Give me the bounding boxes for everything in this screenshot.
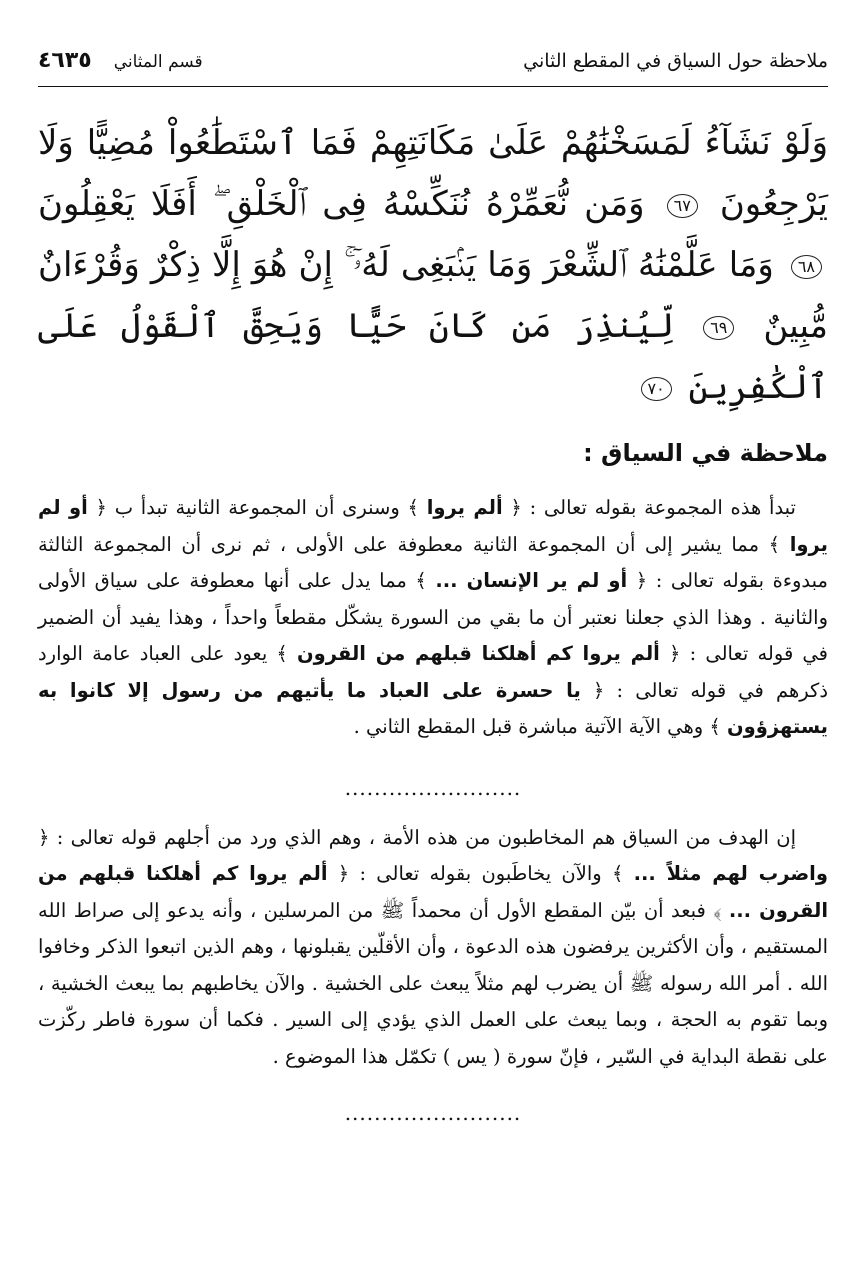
ayah-number: ٦٨: [791, 255, 822, 279]
quote-open-bracket: ﴿: [38, 825, 50, 849]
ayah-number: ٦٧: [667, 194, 698, 218]
book-page: [38, 48, 828, 1125]
quote-open-bracket: ﴿: [635, 569, 648, 592]
ayah-text: وَلَوْ نَشَآءُ لَمَسَخْنَٰهُمْ عَلَىٰ مَكَانَتِهِمْ فَمَا ٱسْتَطَٰعُواْ مُضِيًّا وَلَا يَرْجِعُونَ: [38, 123, 828, 224]
commentary-paragraph-1: [38, 490, 828, 746]
quranic-quote: ألم يروا كم أهلكنا قبلهم من القرون ...: [38, 862, 829, 922]
ayah-number: ٧٠: [641, 377, 672, 401]
quote-close-bracket: ﴾: [713, 898, 722, 922]
ayah-text: لِّيُنذِرَ مَن كَانَ حَيًّا وَيَحِقَّ ٱلْقَوْلُ عَلَى ٱلْكَٰفِرِينَ: [38, 306, 828, 407]
quote-open-bracket: ﴿: [592, 678, 605, 702]
dotted-separator: ........................: [344, 1101, 522, 1125]
body-text: فبعد أن بيّن المقطع الأول أن محمداً ﷺ من المرسلين ، وأنه يدعو إلى صراط الله المستقيم ، وأن الأكثرين يرفضون هذه الدعوة ، وأن الأقلّين يقبلونها ، وهم الذين اتبعوا الذكر وخافوا الله . أمر الله رسوله ﷺ أن يضرب لهم مثلاً يبعث على الخشية . والآن يخاطبهم بما يبعث الخشية ، وبما تقوم به الحجة ، وبما يبعث على العمل الذي يؤدي إلى السير . فكما أن سورة فاطر ركّزت على نقطة البداية في السّير ، فإنّ سورة ( يس ) تكمّل هذا الموضوع .: [38, 898, 828, 1068]
quote-close-bracket: ﴾: [709, 715, 721, 738]
body-text: مما يشير إلى أن المجموعة الثانية معطوفة على الأولى ، ثم نرى أن المجموعة الثالثة مبدوءة بقوله تعالى :: [38, 532, 828, 592]
quranic-quote: أو لم يروا: [38, 496, 828, 556]
section-heading: ملاحظة في السياق :: [583, 439, 828, 467]
quranic-quote: يا حسرة على العباد ما يأتيهم من رسول إلا كانوا به يستهزؤون: [38, 678, 828, 738]
quote-close-bracket: ﴾: [768, 532, 781, 556]
commentary-paragraph-2: [38, 820, 828, 1076]
quote-open-bracket: ﴿: [669, 642, 681, 665]
ayah-text: وَمَا عَلَّمْنَٰهُ ٱلشِّعْرَ وَمَا يَنۢبَغِى لَهُۥٓ ۚ إِنْ هُوَ إِلَّا ذِكْرٌ وَقُرْءَانٌ مُّبِينٌ: [38, 245, 828, 346]
body-text: وسنرى أن المجموعة الثانية تبدأ ب: [114, 496, 400, 519]
quranic-quote: ألم يروا كم أهلكنا قبلهم من القرون: [297, 642, 660, 665]
quranic-quote: ألم يروا: [426, 496, 503, 519]
quote-open-bracket: ﴿: [510, 496, 522, 519]
quran-verses: [38, 113, 828, 418]
page-header: [38, 48, 828, 87]
body-text: يعود على العباد عامة الوارد ذكرهم في قوله تعالى :: [38, 642, 828, 702]
quranic-quote: واضرب لهم مثلاً ...: [633, 862, 828, 885]
body-text: مما يدل على أنها معطوفة على سياق الأولى والثانية . وهذا الذي جعلنا نعتبر أن ما بقي من السورة يشكّل مقطعاً واحداً ، وهذا يفيد أن الضمير في قوله تعالى :: [38, 569, 828, 665]
quranic-quote: أو لم ير الإنسان ...: [435, 569, 628, 592]
quote-open-bracket: ﴿: [95, 496, 107, 519]
quote-close-bracket: ﴾: [276, 642, 288, 665]
quote-close-bracket: ﴾: [415, 569, 427, 592]
quote-close-bracket: ﴾: [407, 496, 419, 519]
ayah-number: ٦٩: [703, 316, 734, 340]
section-name: قسم المثاني: [113, 52, 203, 72]
ayah-text: وَمَن نُّعَمِّرْهُ نُنَكِّسْهُ فِى ٱلْخَلْقِ ۖ أَفَلَا يَعْقِلُونَ: [38, 184, 645, 224]
quote-close-bracket: ﴾: [611, 862, 624, 885]
quote-open-bracket: ﴿: [337, 862, 350, 885]
body-text: إن الهدف من السياق هم المخاطبون من هذه الأمة ، وهم الذي ورد من أجلهم قوله تعالى :: [56, 825, 797, 849]
body-text: وهي الآية الآتية مباشرة قبل المقطع الثاني .: [353, 715, 704, 738]
page-number: ٤٦٣٥: [38, 48, 92, 73]
running-title: ملاحظة حول السياق في المقطع الثاني: [523, 50, 828, 72]
dotted-separator: ........................: [344, 775, 522, 800]
header-left: [38, 48, 203, 73]
body-text: تبدأ هذه المجموعة بقوله تعالى :: [529, 496, 796, 519]
body-text: والآن يخاطَبون بقوله تعالى :: [359, 862, 602, 885]
